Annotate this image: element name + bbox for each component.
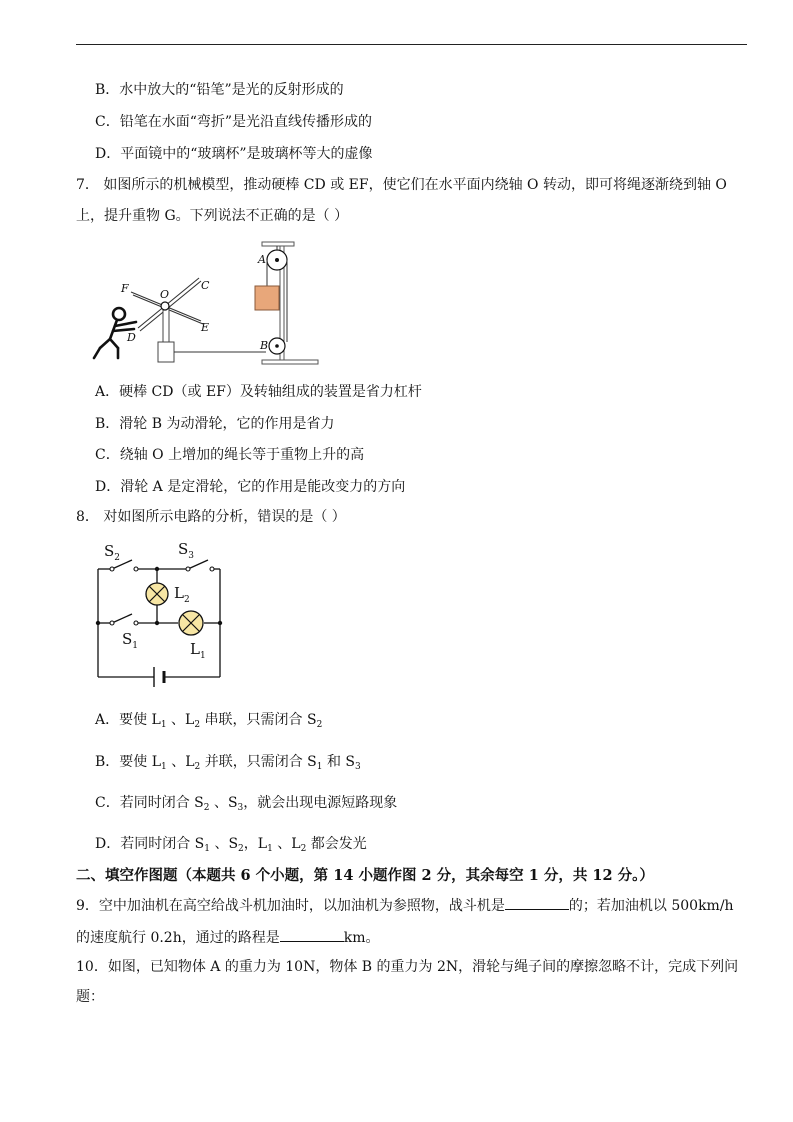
header-rule <box>76 44 747 45</box>
q6-option-c: C．铅笔在水面“弯折”是光沿直线传播形成的 <box>95 114 373 130</box>
q8-option-d: D．若同时闭合 $S_1$ 、$S_2$，$L_1$ 、$L_2$ 都会发光 <box>95 836 367 854</box>
label-f: F <box>121 282 129 295</box>
label-s1: $S_1$ <box>122 630 139 651</box>
lamp-l2 <box>146 583 168 605</box>
axle-base <box>158 342 174 362</box>
q6-option-b: B．水中放大的“铅笔”是光的反射形成的 <box>95 82 344 98</box>
q6-option-d: D．平面镜中的“玻璃杯”是玻璃杯等大的虚像 <box>95 146 373 162</box>
q7-stem-line2: 上，提升重物 G。下列说法不正确的是（ ） <box>76 208 349 224</box>
label-s2: $S_2$ <box>104 542 121 563</box>
label-e: E <box>201 321 210 334</box>
q8-circuit-figure <box>90 536 230 696</box>
label-o: O <box>160 288 170 301</box>
label-l2: $L_2$ <box>174 584 190 605</box>
label-l1: $L_1$ <box>190 640 206 661</box>
label-c: C <box>201 279 210 292</box>
label-b: B <box>260 339 269 352</box>
axle-post <box>163 308 169 344</box>
q7-option-a: A．硬棒 CD（或 EF）及转轴组成的装置是省力杠杆 <box>95 384 422 400</box>
q8-option-b: B．要使 $L_1$ 、$L_2$ 并联，只需闭合 $S_1$ 和 $S_3$ <box>95 754 361 772</box>
section-2-title: 二、填空作图题（本题共 6 个小题，第 14 小题作图 2 分，其余每空 1 分，共 12 分。） <box>76 867 654 884</box>
weight-g <box>255 286 279 310</box>
q7-option-d: D．滑轮 A 是定滑轮，它的作用是能改变力的方向 <box>95 479 406 495</box>
q9-blank-1[interactable] <box>505 895 569 910</box>
label-s3: $S_3$ <box>178 540 195 561</box>
q9-blank-2[interactable] <box>280 927 344 942</box>
lamp-l1 <box>179 611 203 635</box>
battery <box>154 667 164 687</box>
q9-line2: 的速度航行 0.2h，通过的路程是 km。 <box>76 927 380 947</box>
q10-line1: 10．如图，已知物体 A 的重力为 10N，物体 B 的重力为 2N，滑轮与绳子间的摩擦忽略不计，完成下列问 <box>76 959 739 975</box>
q8-stem: 8． 对如图所示电路的分析，错误的是（ ） <box>76 509 346 525</box>
q7-option-c: C．绕轴 O 上增加的绳长等于重物上升的高 <box>95 447 365 463</box>
q7-stem-line1: 7． 如图所示的机械模型，推动硬棒 CD 或 EF，使它们在水平面内绕轴 O 转动，即可将绳逐渐绕到轴 O <box>76 177 727 193</box>
q7-mechanism-figure <box>88 236 328 370</box>
axis-o <box>161 302 169 310</box>
q8-option-c: C．若同时闭合 $S_2$ 、$S_3$，就会出现电源短路现象 <box>95 795 398 813</box>
q10-line2: 题： <box>76 989 104 1005</box>
label-a: A <box>258 253 266 266</box>
q7-option-b: B．滑轮 B 为动滑轮，它的作用是省力 <box>95 416 335 432</box>
label-d: D <box>127 331 136 344</box>
q9-line1: 9．空中加油机在高空给战斗机加油时，以加油机为参照物，战斗机是 的；若加油机以 500km/h <box>76 895 734 915</box>
q8-option-a: A．要使 $L_1$ 、$L_2$ 串联，只需闭合 $S_2$ <box>95 712 323 730</box>
